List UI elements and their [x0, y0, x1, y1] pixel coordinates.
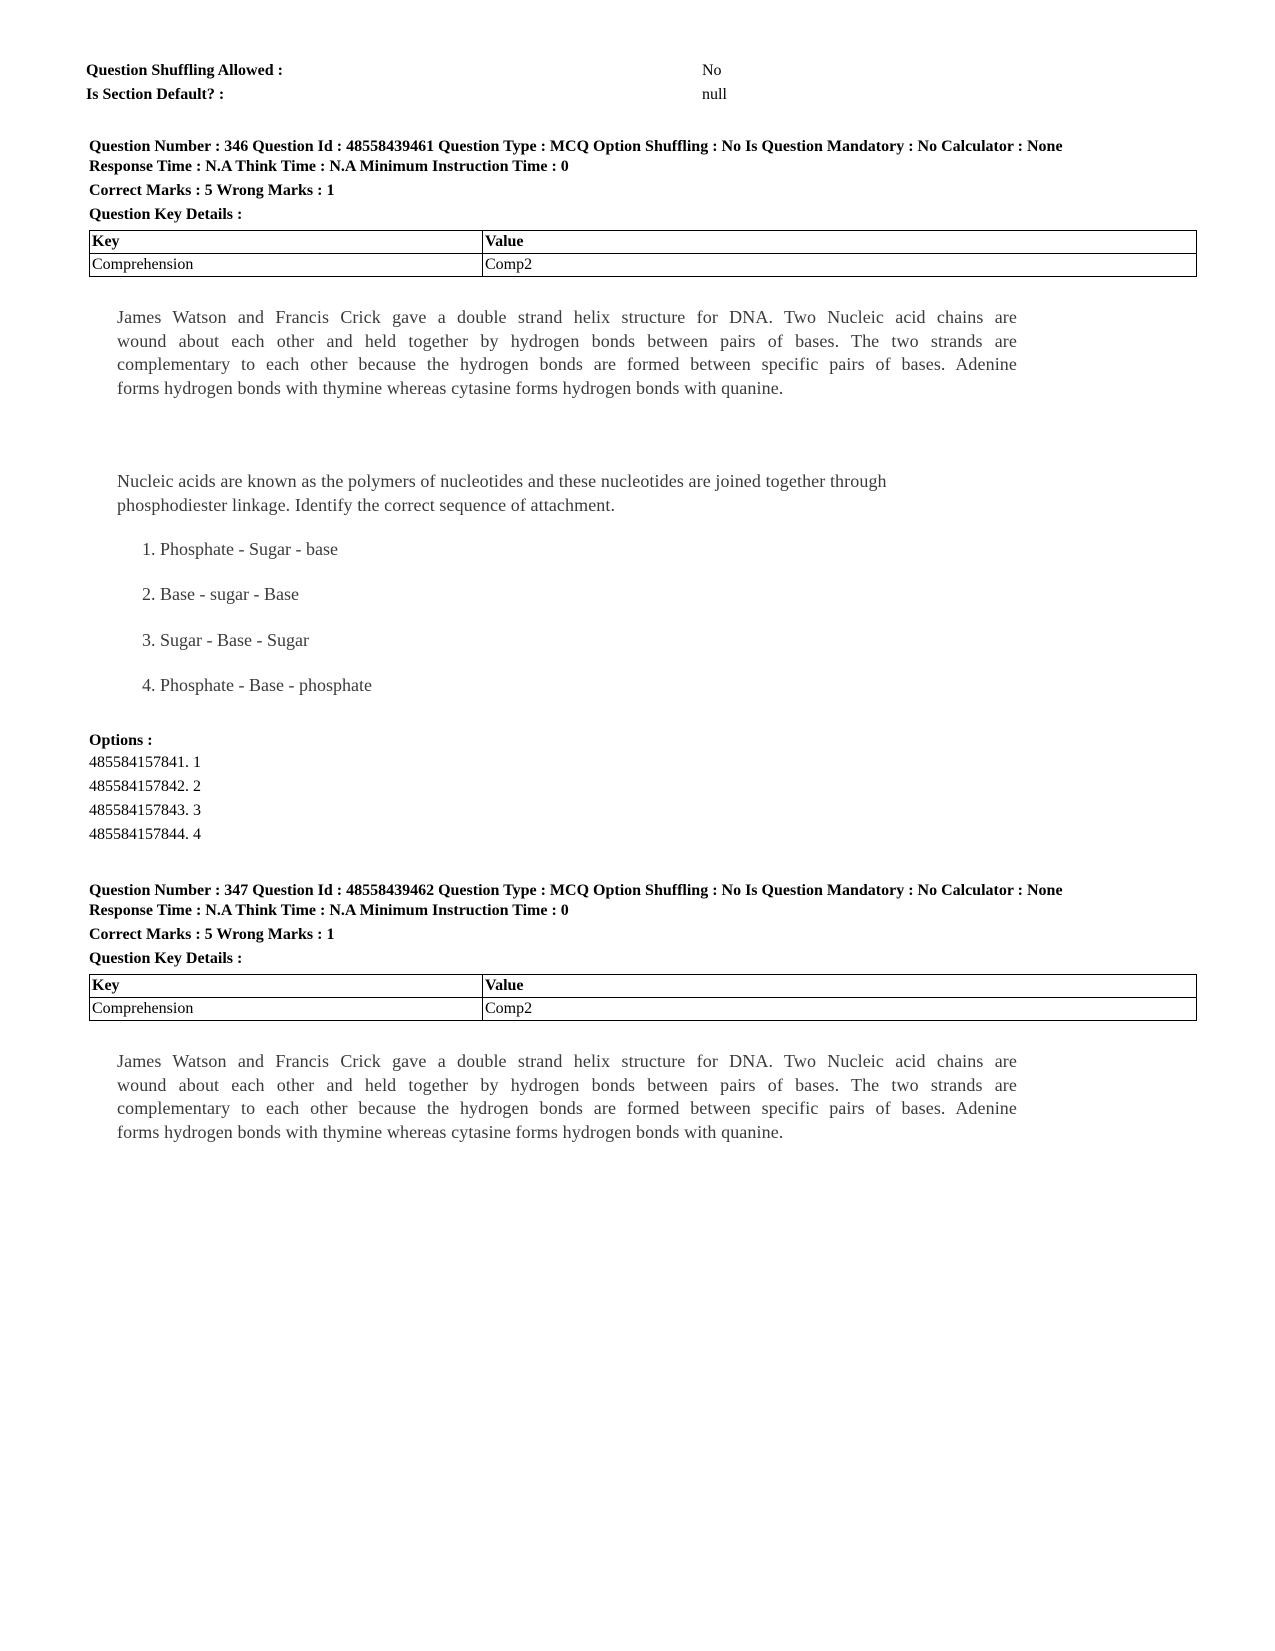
value-cell: Comp2: [483, 998, 1197, 1021]
shuffling-value: No: [702, 62, 722, 79]
key-details-label: Question Key Details :: [89, 206, 243, 223]
table-row: [90, 254, 1197, 277]
marks-line: Correct Marks : 5 Wrong Marks : 1: [89, 182, 335, 199]
list-item: 485584157842. 2: [89, 778, 201, 795]
passage-line: forms hydrogen bonds with thymine whereas cytasine forms hydrogen bonds with quanine.: [117, 1121, 784, 1142]
value-header-cell: Value: [483, 975, 1197, 998]
section-default-label: Is Section Default? :: [86, 86, 225, 103]
comprehension-passage: [117, 1050, 1017, 1144]
marks-line: Correct Marks : 5 Wrong Marks : 1: [89, 926, 335, 943]
key-details-label: Question Key Details :: [89, 950, 243, 967]
passage-line: complementary to each other because the hydrogen bonds are formed between specific pairs of bases. Adenine: [117, 354, 1017, 374]
question-text-line: Nucleic acids are known as the polymers of nucleotides and these nucleotides are joined together through: [117, 471, 887, 491]
key-header-cell: Key: [90, 975, 483, 998]
passage-line: James Watson and Francis Crick gave a double strand helix structure for DNA. Two Nucleic acid chains are: [117, 307, 1017, 327]
passage-line: complementary to each other because the hydrogen bonds are formed between specific pairs of bases. Adenine: [117, 1098, 1017, 1118]
key-table: [89, 230, 1197, 277]
list-item: 485584157841. 1: [89, 754, 201, 771]
value-cell: Comp2: [483, 254, 1197, 277]
sequence-item: 4. Phosphate - Base - phosphate: [142, 675, 372, 695]
question-text-line: phosphodiester linkage. Identify the correct sequence of attachment.: [117, 494, 616, 515]
options-label: Options :: [89, 732, 153, 749]
key-cell: Comprehension: [90, 254, 483, 277]
passage-line: wound about each other and held together by hydrogen bonds between pairs of bases. The two strands are: [117, 330, 1017, 351]
passage-line: forms hydrogen bonds with thymine whereas cytasine forms hydrogen bonds with quanine.: [117, 377, 784, 398]
section-default-value: null: [702, 86, 727, 103]
list-item: 485584157843. 3: [89, 802, 201, 819]
shuffling-label: Question Shuffling Allowed :: [86, 62, 283, 79]
sequence-item: 1. Phosphate - Sugar - base: [142, 539, 338, 559]
sequence-item: 2. Base - sugar - Base: [142, 584, 299, 604]
key-header-cell: Key: [90, 231, 483, 254]
value-header-cell: Value: [483, 231, 1197, 254]
question-header-line2: Response Time : N.A Think Time : N.A Minimum Instruction Time : 0: [89, 158, 569, 175]
options-list: [89, 751, 201, 847]
passage-line: James Watson and Francis Crick gave a double strand helix structure for DNA. Two Nucleic acid chains are: [117, 1051, 1017, 1071]
key-table-header-row: [90, 231, 1197, 254]
list-item: 485584157844. 4: [89, 826, 201, 843]
question-header-347: [89, 881, 1209, 921]
key-cell: Comprehension: [90, 998, 483, 1021]
question-header-line1: Question Number : 346 Question Id : 48558439461 Question Type : MCQ Option Shuffling : No Is Question Mandatory : No Calculator : None: [89, 138, 1063, 155]
key-table-header-row: [90, 975, 1197, 998]
question-header-346: [89, 137, 1209, 177]
passage-line: wound about each other and held together by hydrogen bonds between pairs of bases. The two strands are: [117, 1074, 1017, 1095]
question-header-line1: Question Number : 347 Question Id : 48558439462 Question Type : MCQ Option Shuffling : No Is Question Mandatory : No Calculator : None: [89, 882, 1063, 899]
question-header-line2: Response Time : N.A Think Time : N.A Minimum Instruction Time : 0: [89, 902, 569, 919]
table-row: [90, 998, 1197, 1021]
sequence-item: 3. Sugar - Base - Sugar: [142, 630, 309, 650]
comprehension-passage: [117, 306, 1017, 400]
key-table: [89, 974, 1197, 1021]
question-text: [117, 470, 977, 517]
